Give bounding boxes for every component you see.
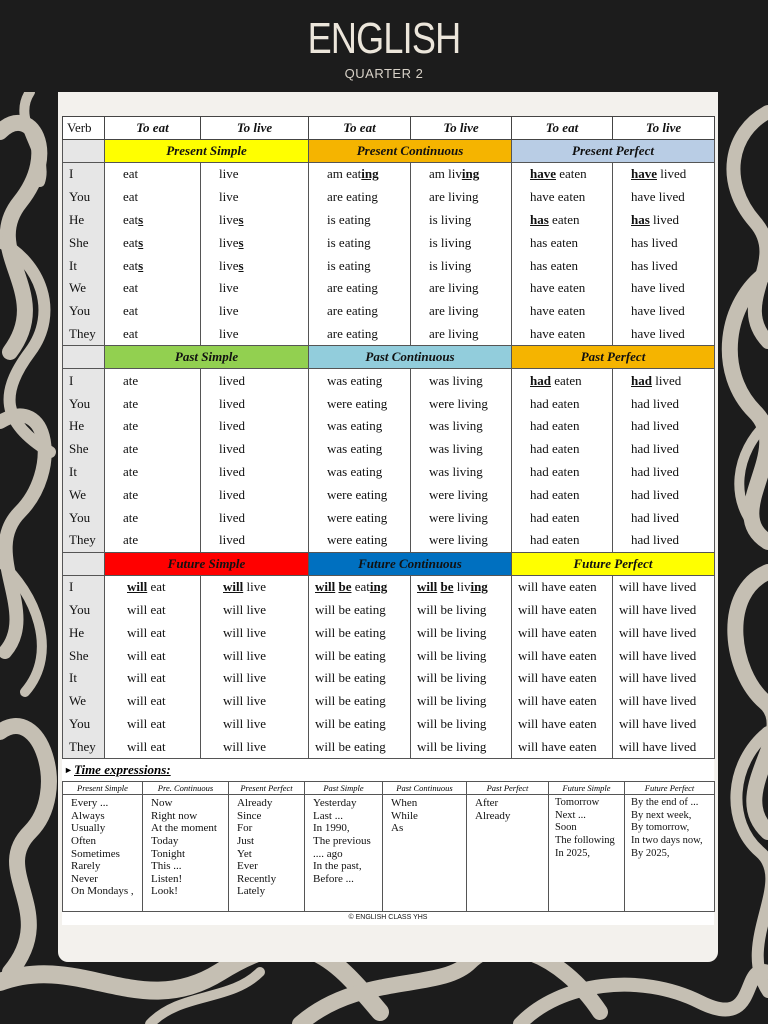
conjugation-cell: are living <box>411 277 512 300</box>
tense-label: Present Continuous <box>309 140 512 163</box>
pronoun-cell: You <box>63 392 105 415</box>
conjugation-cell: eats <box>105 231 201 254</box>
tense-header-row <box>63 140 715 163</box>
conjugation-cell: had lived <box>613 415 715 438</box>
pronoun-cell: We <box>63 277 105 300</box>
table-row <box>63 438 715 461</box>
pronoun-cell: He <box>63 621 105 644</box>
pronoun-cell: It <box>63 254 105 277</box>
pronoun-cell: You <box>63 599 105 622</box>
time-expression-item: By tomorrow, <box>631 822 690 834</box>
pronoun-cell: They <box>63 529 105 552</box>
conjugation-cell: will be living <box>411 690 512 713</box>
conjugation-cell: had eaten <box>512 529 613 552</box>
conjugation-cell: am eating <box>309 163 411 186</box>
conjugation-cell: ate <box>105 461 201 484</box>
time-expression-item: Usually <box>71 822 106 835</box>
conjugation-cell: will have lived <box>613 690 715 713</box>
conjugation-cell: eat <box>105 277 201 300</box>
conjugation-cell: have eaten <box>512 277 613 300</box>
conjugation-cell: have lived <box>613 323 715 346</box>
conjugation-cell: had eaten <box>512 461 613 484</box>
pronoun-cell: I <box>63 163 105 186</box>
time-expressions-cell <box>549 795 625 912</box>
conjugation-cell: will live <box>201 735 309 758</box>
conjugation-cell: were living <box>411 529 512 552</box>
conjugation-cell: ate <box>105 369 201 392</box>
time-expression-item: By 2025, <box>631 847 670 859</box>
time-expression-item: Often <box>71 834 97 847</box>
column-header: To eat <box>105 117 201 140</box>
conjugation-cell: were living <box>411 392 512 415</box>
conjugation-cell: eat <box>105 300 201 323</box>
pronoun-cell: She <box>63 231 105 254</box>
conjugation-cell: has eaten <box>512 209 613 232</box>
conjugation-cell: have lived <box>613 186 715 209</box>
conjugation-cell: will have lived <box>613 667 715 690</box>
conjugation-cell: live <box>201 323 309 346</box>
conjugation-cell: were living <box>411 483 512 506</box>
page-header <box>0 0 768 92</box>
conjugation-cell: eats <box>105 209 201 232</box>
tense-label: Past Perfect <box>512 346 715 369</box>
conjugation-cell: ate <box>105 438 201 461</box>
conjugation-cell: are eating <box>309 300 411 323</box>
conjugation-cell: will be living <box>411 621 512 644</box>
table-row <box>63 461 715 484</box>
time-expression-item: The following <box>555 834 615 846</box>
time-expression-item: Today <box>151 834 179 847</box>
pronoun-cell: We <box>63 690 105 713</box>
pronoun-cell: He <box>63 415 105 438</box>
arrow-icon: ► <box>64 765 73 776</box>
time-expression-item: Tonight <box>151 847 186 860</box>
pronoun-cell: It <box>63 461 105 484</box>
tense-header-row <box>63 346 715 369</box>
table-row <box>63 254 715 277</box>
conjugation-cell: will be living <box>411 599 512 622</box>
pronoun-cell: They <box>63 323 105 346</box>
time-expression-item: Listen! <box>151 872 183 885</box>
time-expression-item: In two days now, <box>631 834 703 846</box>
time-expression-item: The previous <box>313 834 371 847</box>
conjugation-cell: will be living <box>411 713 512 736</box>
pronoun-cell: She <box>63 438 105 461</box>
conjugation-cell: will live <box>201 644 309 667</box>
conjugation-cell: eat <box>105 163 201 186</box>
conjugation-cell: will be eating <box>309 690 411 713</box>
time-expressions-header: Past Continuous <box>383 782 467 795</box>
time-expression-item: Before ... <box>313 872 354 885</box>
conjugation-cell: are living <box>411 186 512 209</box>
time-expression-item: After <box>475 797 499 810</box>
conjugation-cell: will live <box>201 690 309 713</box>
conjugation-cell: is eating <box>309 231 411 254</box>
time-expression-item: Yet <box>237 847 252 860</box>
conjugation-cell: will be eating <box>309 575 411 598</box>
conjugation-cell: had eaten <box>512 438 613 461</box>
conjugation-cell: are eating <box>309 323 411 346</box>
time-expressions-cell <box>143 795 229 912</box>
time-expression-item: Recently <box>237 872 277 885</box>
conjugation-cell: will eat <box>105 575 201 598</box>
table-row <box>63 231 715 254</box>
conjugation-cell: will be eating <box>309 667 411 690</box>
time-expression-item: Lately <box>237 885 266 898</box>
tense-sheet <box>62 116 714 925</box>
time-expression-item: This ... <box>151 860 182 873</box>
conjugation-cell: will be eating <box>309 644 411 667</box>
conjugation-cell: had lived <box>613 438 715 461</box>
time-expression-item: Ever <box>237 860 258 873</box>
conjugation-cell: will eat <box>105 667 201 690</box>
conjugation-cell: ate <box>105 529 201 552</box>
conjugation-cell: live <box>201 186 309 209</box>
conjugation-cell: eats <box>105 254 201 277</box>
conjugation-cell: had eaten <box>512 369 613 392</box>
conjugation-cell: had lived <box>613 529 715 552</box>
time-expression-item: At the moment <box>151 822 217 835</box>
blank-cell <box>63 552 105 575</box>
time-expression-item: Yesterday <box>313 797 357 810</box>
time-expression-item: Every ... <box>71 797 109 810</box>
conjugation-cell: was living <box>411 369 512 392</box>
conjugation-cell: had eaten <box>512 415 613 438</box>
conjugation-cell: have eaten <box>512 163 613 186</box>
time-expression-item: By the end of ... <box>631 797 699 809</box>
conjugation-cell: ate <box>105 483 201 506</box>
conjugation-cell: live <box>201 163 309 186</box>
time-expressions-header: Present Simple <box>63 782 143 795</box>
table-row <box>63 323 715 346</box>
conjugation-cell: ate <box>105 415 201 438</box>
blank-cell <box>63 140 105 163</box>
table-row <box>63 599 715 622</box>
time-expression-item: In 2025, <box>555 847 590 859</box>
table-row <box>63 735 715 758</box>
conjugation-cell: has eaten <box>512 231 613 254</box>
pronoun-cell: I <box>63 575 105 598</box>
conjugation-cell: was eating <box>309 461 411 484</box>
conjugation-cell: will have lived <box>613 621 715 644</box>
pronoun-cell: She <box>63 644 105 667</box>
time-expression-item: Next ... <box>555 809 586 821</box>
time-expressions-body-row <box>63 795 715 912</box>
column-header: To live <box>613 117 715 140</box>
conjugation-cell: had lived <box>613 369 715 392</box>
conjugation-cell: am living <box>411 163 512 186</box>
table-row <box>63 209 715 232</box>
pronoun-cell: You <box>63 186 105 209</box>
conjugation-cell: lives <box>201 209 309 232</box>
conjugation-cell: have eaten <box>512 300 613 323</box>
conjugation-cell: has lived <box>613 254 715 277</box>
conjugation-cell: was eating <box>309 369 411 392</box>
time-expressions-cell <box>63 795 143 912</box>
conjugation-cell: will eat <box>105 621 201 644</box>
conjugation-cell: will have lived <box>613 644 715 667</box>
time-expression-item: Already <box>475 809 511 822</box>
conjugation-cell: is living <box>411 254 512 277</box>
table-row <box>63 277 715 300</box>
time-expressions-table <box>62 781 715 912</box>
conjugation-cell: has eaten <box>512 254 613 277</box>
time-expression-item: When <box>391 797 418 810</box>
column-header: To eat <box>309 117 411 140</box>
conjugation-cell: were eating <box>309 483 411 506</box>
time-expression-item: Already <box>237 797 273 810</box>
conjugation-cell: lived <box>201 506 309 529</box>
conjugation-cell: will have eaten <box>512 644 613 667</box>
time-expression-item: Always <box>71 809 105 822</box>
tense-label: Present Simple <box>105 140 309 163</box>
table-row <box>63 163 715 186</box>
time-expression-item: Never <box>71 872 98 885</box>
conjugation-cell: will eat <box>105 735 201 758</box>
table-row <box>63 690 715 713</box>
conjugation-cell: will be eating <box>309 621 411 644</box>
conjugation-cell: had lived <box>613 461 715 484</box>
conjugation-cell: had eaten <box>512 483 613 506</box>
conjugation-cell: will live <box>201 575 309 598</box>
time-expression-item: Tomorrow <box>555 797 600 809</box>
conjugation-cell: will live <box>201 667 309 690</box>
conjugation-cell: was living <box>411 461 512 484</box>
time-expression-item: Since <box>237 809 262 822</box>
table-row <box>63 369 715 392</box>
time-expression-item: On Mondays , <box>71 885 134 898</box>
table-row <box>63 483 715 506</box>
time-expressions-cell <box>383 795 467 912</box>
table-row <box>63 506 715 529</box>
conjugation-cell: was eating <box>309 438 411 461</box>
conjugation-cell: are eating <box>309 277 411 300</box>
time-expression-item: For <box>237 822 253 835</box>
footer-credit: © ENGLISH CLASS YHS <box>348 914 428 922</box>
conjugation-cell: will live <box>201 621 309 644</box>
conjugation-cell: will eat <box>105 644 201 667</box>
time-expression-item: Look! <box>151 885 178 898</box>
pronoun-cell: He <box>63 209 105 232</box>
conjugation-cell: lived <box>201 461 309 484</box>
pronoun-cell: You <box>63 713 105 736</box>
conjugation-cell: will eat <box>105 599 201 622</box>
conjugation-cell: have lived <box>613 300 715 323</box>
table-row <box>63 186 715 209</box>
table-row <box>63 713 715 736</box>
conjugation-cell: will eat <box>105 690 201 713</box>
conjugation-cell: was living <box>411 438 512 461</box>
time-expressions-header: Present Perfect <box>229 782 305 795</box>
conjugation-cell: had lived <box>613 392 715 415</box>
conjugation-cell: have eaten <box>512 323 613 346</box>
conjugation-cell: was living <box>411 415 512 438</box>
conjugation-cell: were eating <box>309 529 411 552</box>
table-row <box>63 392 715 415</box>
time-expression-item: Right now <box>151 809 198 822</box>
verb-header: Verb <box>63 117 105 140</box>
conjugation-cell: has lived <box>613 209 715 232</box>
column-header: To live <box>201 117 309 140</box>
time-expression-item: Last ... <box>313 809 343 822</box>
conjugation-cell: had lived <box>613 506 715 529</box>
table-row <box>63 529 715 552</box>
table-row <box>63 300 715 323</box>
time-expressions-cell <box>229 795 305 912</box>
conjugation-cell: will have eaten <box>512 735 613 758</box>
conjugation-cell: will be living <box>411 735 512 758</box>
conjugation-cell: had eaten <box>512 392 613 415</box>
conjugation-cell: will be living <box>411 667 512 690</box>
conjugation-cell: eat <box>105 186 201 209</box>
conjugation-cell: is living <box>411 209 512 232</box>
pronoun-cell: We <box>63 483 105 506</box>
conjugation-cell: will be living <box>411 575 512 598</box>
time-expressions-header-row <box>63 782 715 795</box>
time-expression-item: In 1990, <box>313 822 350 835</box>
time-expression-item: .... ago <box>313 847 343 860</box>
pronoun-cell: You <box>63 506 105 529</box>
conjugation-cell: lived <box>201 529 309 552</box>
conjugation-cell: will live <box>201 599 309 622</box>
conjugation-cell: is eating <box>309 254 411 277</box>
pronoun-cell: You <box>63 300 105 323</box>
tense-label: Past Simple <box>105 346 309 369</box>
column-header-row <box>63 117 715 140</box>
column-header: To live <box>411 117 512 140</box>
column-header: To eat <box>512 117 613 140</box>
conjugation-cell: lives <box>201 231 309 254</box>
conjugation-cell: ate <box>105 392 201 415</box>
tense-label: Future Continuous <box>309 552 512 575</box>
conjugation-cell: have eaten <box>512 186 613 209</box>
page-title: ENGLISH <box>307 14 461 63</box>
conjugation-cell: will have eaten <box>512 621 613 644</box>
time-expressions-header: Past Simple <box>305 782 383 795</box>
conjugation-cell: will have lived <box>613 575 715 598</box>
conjugation-cell: will be eating <box>309 599 411 622</box>
conjugation-cell: lived <box>201 415 309 438</box>
tense-label: Future Simple <box>105 552 309 575</box>
conjugation-cell: will eat <box>105 713 201 736</box>
conjugation-cell: were eating <box>309 392 411 415</box>
conjugation-cell: has lived <box>613 231 715 254</box>
conjugation-cell: is eating <box>309 209 411 232</box>
time-expression-item: Now <box>151 797 173 810</box>
conjugation-cell: live <box>201 277 309 300</box>
time-expression-item: In the past, <box>313 860 362 873</box>
time-expression-item: By next week, <box>631 809 692 821</box>
conjugation-cell: were eating <box>309 506 411 529</box>
tense-label: Future Perfect <box>512 552 715 575</box>
time-expressions-cell <box>305 795 383 912</box>
time-expressions-cell <box>467 795 549 912</box>
conjugation-cell: will have eaten <box>512 690 613 713</box>
table-row <box>63 667 715 690</box>
time-expression-item: Rarely <box>71 860 101 873</box>
time-expression-item: While <box>391 809 418 822</box>
conjugation-cell: lived <box>201 369 309 392</box>
conjugation-cell: had lived <box>613 483 715 506</box>
conjugation-cell: lived <box>201 483 309 506</box>
conjugation-cell: will be eating <box>309 735 411 758</box>
blank-cell <box>63 346 105 369</box>
conjugation-cell: will live <box>201 713 309 736</box>
conjugation-cell: lives <box>201 254 309 277</box>
pronoun-cell: I <box>63 369 105 392</box>
conjugation-cell: will be eating <box>309 713 411 736</box>
conjugation-cell: will have eaten <box>512 713 613 736</box>
conjugation-cell: will be living <box>411 644 512 667</box>
conjugation-cell: will have eaten <box>512 575 613 598</box>
conjugation-cell: are living <box>411 323 512 346</box>
time-expression-item: Sometimes <box>71 847 120 860</box>
conjugation-cell: will have eaten <box>512 599 613 622</box>
conjugation-cell: ate <box>105 506 201 529</box>
conjugation-cell: was eating <box>309 415 411 438</box>
conjugation-cell: are eating <box>309 186 411 209</box>
table-row <box>63 575 715 598</box>
conjugation-cell: eat <box>105 323 201 346</box>
conjugation-cell: lived <box>201 392 309 415</box>
tense-table <box>62 116 715 759</box>
time-expressions-label: ► Time expressions: <box>62 759 714 781</box>
time-expression-item: As <box>391 822 404 835</box>
time-expressions-cell <box>625 795 715 912</box>
time-expressions-header: Future Simple <box>549 782 625 795</box>
page-subtitle: QUARTER 2 <box>344 66 424 81</box>
table-row <box>63 644 715 667</box>
table-row <box>63 621 715 644</box>
tense-label: Present Perfect <box>512 140 715 163</box>
conjugation-cell: will have lived <box>613 713 715 736</box>
time-expressions-header: Future Perfect <box>625 782 715 795</box>
tense-header-row <box>63 552 715 575</box>
conjugation-cell: live <box>201 300 309 323</box>
conjugation-cell: lived <box>201 438 309 461</box>
time-expression-item: Just <box>237 834 255 847</box>
pronoun-cell: They <box>63 735 105 758</box>
conjugation-cell: will have eaten <box>512 667 613 690</box>
tense-label: Past Continuous <box>309 346 512 369</box>
conjugation-cell: is living <box>411 231 512 254</box>
conjugation-cell: will have lived <box>613 735 715 758</box>
time-expression-item: Soon <box>555 822 577 834</box>
table-row <box>63 415 715 438</box>
conjugation-cell: will have lived <box>613 599 715 622</box>
conjugation-cell: were living <box>411 506 512 529</box>
time-expressions-header: Pre. Continuous <box>143 782 229 795</box>
conjugation-cell: are living <box>411 300 512 323</box>
conjugation-cell: have lived <box>613 277 715 300</box>
pronoun-cell: It <box>63 667 105 690</box>
time-expressions-header: Past Perfect <box>467 782 549 795</box>
conjugation-cell: had eaten <box>512 506 613 529</box>
conjugation-cell: have lived <box>613 163 715 186</box>
